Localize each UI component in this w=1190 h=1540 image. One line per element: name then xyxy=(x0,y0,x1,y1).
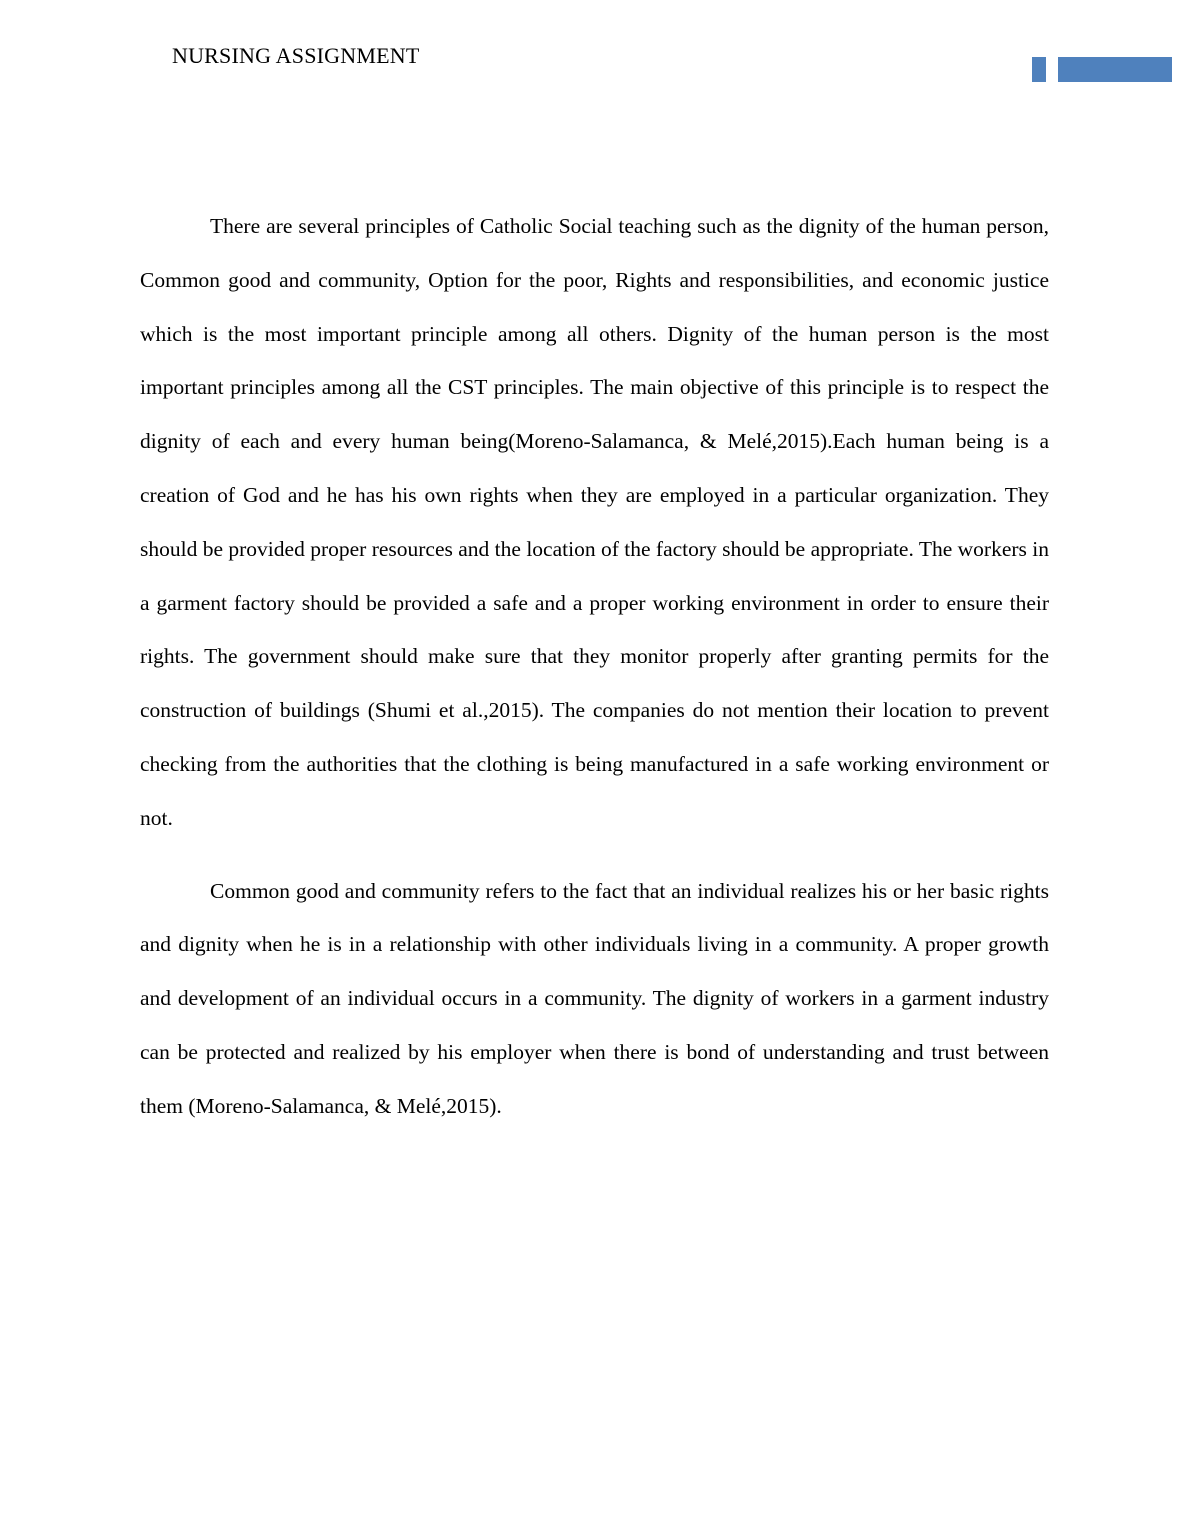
header-accent-block-small xyxy=(1032,57,1046,82)
running-header-title: NURSING ASSIGNMENT xyxy=(172,43,420,68)
header-accent-block-large xyxy=(1058,57,1172,82)
paragraph-common-good: Common good and community refers to the fact that an individual realizes his or her basic rights and dignity when he is in a relationship with other individuals living in a community. A proper growth and development of an individual occurs in a community. The dignity of workers in a garment industry can be protected and realized by his employer when there is bond of understanding and trust between them (Moreno-Salamanca, & Melé,2015). xyxy=(140,878,1049,1118)
paragraph-dignity: There are several principles of Catholic Social teaching such as the dignity of the human person, Common good and community, Option for the poor, Rights and responsibilities, and economic justice which is the most important principle among all others. Dignity of the human person is the most important principles among all the CST principles. The main objective of this principle is to respect the dignity of each and every human being(Moreno-Salamanca, & Melé,2015).Each human being is a creation of God and he has his own rights when they are employed in a particular organization. They should be provided proper resources and the location of the factory should be appropriate. The workers in a garment factory should be provided a safe and a proper working environment in order to ensure their rights. The government should make sure that they monitor properly after granting permits for the construction of buildings (Shumi et al.,2015). The companies do not mention their location to prevent checking from the authorities that the clothing is being manufactured in a safe working environment or not. xyxy=(140,214,1049,830)
document-body xyxy=(140,200,1049,1153)
